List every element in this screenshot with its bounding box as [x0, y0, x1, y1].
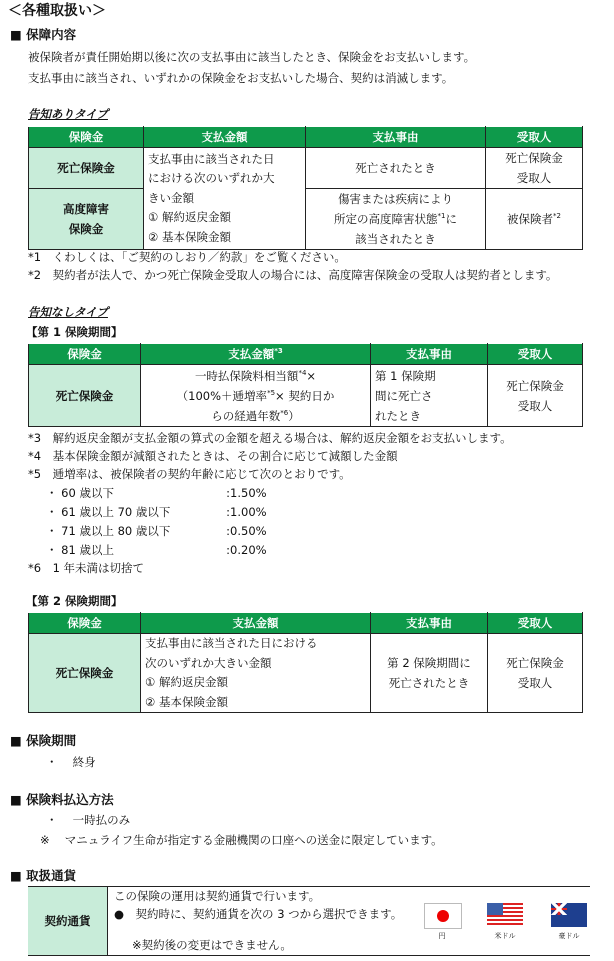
table-cell: れたとき: [375, 408, 421, 423]
coverage-line: 被保険者が責任開始期以後に次の支払事由に該当したとき、保険金をお支払いします。: [28, 50, 476, 64]
table-cell: [488, 634, 583, 713]
coverage-line: 支払事由に該当され、いずれかの保険金をお支払いした場合、契約は消滅します。: [28, 71, 454, 85]
period1-label: 【第 1 保険期間】: [26, 325, 123, 339]
table-cell: [141, 344, 371, 365]
rate-value: :0.50%: [226, 524, 267, 538]
rate-age: 60 歳以下: [61, 486, 114, 500]
table-cell: ② 基本保険金額: [148, 229, 231, 244]
payment-item: ・ 一時払のみ: [46, 813, 131, 827]
table-cell: 受取人: [486, 127, 583, 148]
period2-table: [28, 612, 583, 713]
table-cell: 受取人: [488, 613, 583, 634]
table-cell: 支払事由: [371, 613, 488, 634]
table-cell: 支払事由: [371, 344, 488, 365]
rate-row: ・ 81 歳以上 :0.20%: [46, 543, 267, 557]
table-cell: 死亡保険金: [505, 151, 563, 165]
table-cell: 支払事由に該当された日における: [145, 636, 318, 650]
table-cell: [144, 148, 306, 250]
table-cell: ① 解約返戻金額: [145, 675, 228, 689]
footnote: *1 くわしくは、「ご契約のしおり／約款」をご覧ください。: [28, 250, 346, 264]
table-cell: [306, 189, 486, 250]
table-cell: 保険金: [29, 344, 141, 365]
table-cell: 受取人: [517, 398, 553, 413]
flag-label: 米ドル: [494, 932, 516, 940]
table-cell: 支払金額: [144, 127, 306, 148]
table-cell: 傷害または疾病により: [338, 192, 453, 206]
table-cell: [141, 634, 371, 713]
table-cell: × 契約日か: [275, 388, 335, 403]
us-flag-icon: [487, 903, 523, 927]
currency-heading: ■ 取扱通貨: [10, 868, 77, 883]
table-cell: 保険金: [29, 613, 141, 634]
table-cell: [29, 127, 583, 250]
table-cell: ① 解約返戻金額: [148, 210, 231, 225]
table-cell: らの経過年数: [211, 408, 281, 423]
table-cell: 死亡保険金: [29, 365, 141, 427]
table-cell: [29, 365, 583, 427]
footnote: *3 解約返戻金額が支払金額の算式の金額を超える場合は、解約返戻金額をお支払いします。: [28, 431, 512, 445]
table-cell: 所定の高度障害状態: [334, 212, 438, 226]
table-cell: *6: [280, 408, 289, 417]
coverage-heading: ■ 保障内容: [10, 27, 77, 42]
period-heading: ■ 保険期間: [10, 733, 77, 748]
table-cell: [486, 189, 583, 250]
table-cell: 高度障害: [63, 202, 109, 216]
period-heading-text: 保険期間: [26, 733, 77, 748]
currency-line: ● 契約時に、契約通貨を次の 3 つから選択できます。: [114, 907, 403, 921]
payment-heading-text: 保険料払込方法: [26, 792, 114, 807]
table-cell: 該当されたとき: [355, 232, 436, 246]
flag-label: 豪ドル: [558, 932, 580, 940]
rate-row: ・ 60 歳以下 :1.50%: [46, 486, 267, 500]
rate-age: 61 歳以上 70 歳以下: [61, 505, 171, 519]
table-cell: ×: [306, 368, 317, 383]
japan-flag-icon: [424, 903, 462, 929]
currency-label: 契約通貨: [28, 887, 108, 955]
table-cell: 保険金: [29, 127, 144, 148]
flag-label: 円: [438, 932, 446, 940]
table-cell: [29, 189, 583, 250]
table-cell: 死亡保険金: [29, 148, 144, 189]
footnote: *2 契約者が法人で、かつ死亡保険金受取人の場合には、高度障害保険金の受取人は契約者とします。: [28, 268, 558, 282]
rate-row: ・ 61 歳以上 70 歳以下 :1.00%: [46, 505, 267, 519]
currency-heading-text: 取扱通貨: [26, 868, 77, 883]
table-cell: 支払金額: [228, 347, 275, 361]
table-cell: きい金額: [148, 190, 194, 205]
table-cell: 死亡されたとき: [306, 148, 486, 189]
rate-value: :1.00%: [226, 505, 267, 519]
table-cell: [29, 127, 583, 148]
page-title: ＜各種取扱い＞: [8, 3, 106, 19]
table-cell: 死亡保険金: [506, 656, 564, 670]
footnote: *4 基本保険金額が減額されたときは、その割合に応じて減額した金額: [28, 449, 398, 463]
australia-flag-icon: [551, 903, 587, 927]
table-cell: [29, 344, 583, 427]
rate-age: 71 歳以上 80 歳以下: [61, 524, 171, 538]
table-cell: 支払事由: [306, 127, 486, 148]
table-cell: 受取人: [517, 676, 553, 690]
table-cell: 死亡されたとき: [388, 676, 470, 690]
table-cell: [29, 344, 583, 365]
table-cell: *3: [274, 347, 283, 356]
table-cell: 支払事由に該当された日: [148, 151, 275, 166]
coverage-heading-text: 保障内容: [26, 27, 77, 42]
table-cell: 次のいずれか大きい金額: [145, 655, 272, 670]
table-cell: ② 基本保険金額: [145, 694, 228, 709]
period2-label: 【第 2 保険期間】: [26, 594, 123, 608]
table-cell: [371, 365, 488, 427]
table-cell: 一時払保険料相当額: [194, 368, 299, 383]
rate-value: :0.20%: [226, 543, 267, 557]
table-cell: における次のいずれか大: [148, 171, 275, 186]
table-cell: [488, 365, 583, 427]
table-cell: *1: [437, 212, 446, 221]
period1-table: [28, 343, 583, 427]
footnote: *6 1 年未満は切捨て: [28, 561, 145, 575]
table-cell: （100%＋逓増率: [176, 388, 268, 403]
table-cell: [29, 613, 583, 634]
table-cell: [29, 189, 144, 250]
table-cell: 第 1 保険期: [375, 368, 436, 383]
table-cell: ）: [288, 408, 300, 423]
table-cell: に: [445, 212, 457, 226]
table-cell: 死亡保険金: [29, 634, 141, 713]
payment-note: ※ マニュライフ生命が指定する金融機関の口座への送金に限定しています。: [40, 833, 443, 847]
table-cell: 死亡保険金: [506, 378, 564, 393]
table-cell: 保険金: [68, 222, 104, 236]
table-cell: *2: [553, 212, 561, 221]
rate-age: 81 歳以上: [61, 543, 114, 557]
table-cell: [486, 148, 583, 189]
with-notice-title: 告知ありタイプ: [28, 107, 108, 121]
table-cell: *5: [267, 388, 276, 397]
currency-table: [28, 886, 590, 956]
table-cell: [371, 634, 488, 713]
table-cell: 受取人: [516, 171, 552, 185]
period-item: ・ 終身: [46, 755, 96, 769]
table-cell: [29, 613, 583, 713]
with-notice-table: [28, 126, 583, 250]
table-cell: 被保険者: [507, 212, 554, 226]
currency-line: ※契約後の変更はできません。: [132, 938, 292, 952]
table-cell: [29, 148, 583, 189]
rate-row: ・ 71 歳以上 80 歳以下 :0.50%: [46, 524, 267, 538]
table-cell: 第 2 保険期間に: [387, 656, 471, 670]
table-cell: 支払金額: [141, 613, 371, 634]
table-cell: [29, 634, 583, 713]
currency-line: この保険の運用は契約通貨で行います。: [114, 889, 321, 903]
table-cell: [141, 365, 371, 427]
without-notice-title: 告知なしタイプ: [28, 305, 108, 319]
payment-heading: ■ 保険料払込方法: [10, 792, 114, 807]
rate-value: :1.50%: [226, 486, 267, 500]
table-cell: 受取人: [488, 344, 583, 365]
table-cell: *4: [298, 368, 307, 377]
table-cell: 間に死亡さ: [375, 388, 433, 403]
footnote: *5 逓増率は、被保険者の契約年齢に応じて次のとおりです。: [28, 467, 351, 481]
